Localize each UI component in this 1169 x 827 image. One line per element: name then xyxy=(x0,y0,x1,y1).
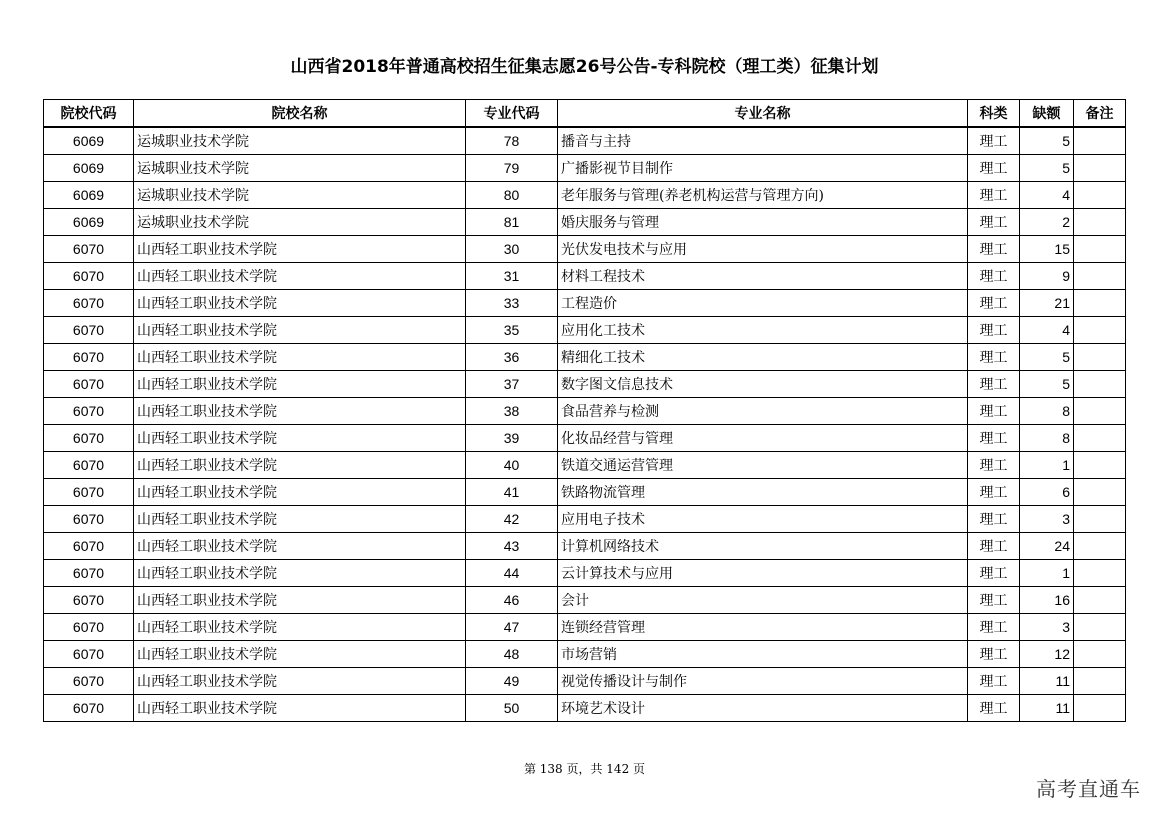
cell-major-code: 39 xyxy=(466,425,558,452)
table-row xyxy=(44,641,1126,668)
cell-vacancy: 5 xyxy=(1020,155,1074,182)
cell-school-code: 6070 xyxy=(44,614,134,641)
cell-school-name: 山西轻工职业技术学院 xyxy=(134,290,466,317)
cell-school-code: 6070 xyxy=(44,533,134,560)
cell-category: 理工 xyxy=(968,155,1020,182)
table-row xyxy=(44,371,1126,398)
cell-vacancy: 11 xyxy=(1020,695,1074,722)
cell-school-code: 6070 xyxy=(44,641,134,668)
enrollment-table xyxy=(43,99,1126,722)
cell-remarks xyxy=(1074,398,1126,425)
header-vacancy: 缺额 xyxy=(1020,100,1074,128)
table-row xyxy=(44,398,1126,425)
table-row xyxy=(44,695,1126,722)
cell-category: 理工 xyxy=(968,560,1020,587)
cell-vacancy: 24 xyxy=(1020,533,1074,560)
cell-major-name: 光伏发电技术与应用 xyxy=(558,236,968,263)
cell-category: 理工 xyxy=(968,641,1020,668)
cell-vacancy: 4 xyxy=(1020,182,1074,209)
table-body xyxy=(44,127,1126,722)
cell-major-name: 老年服务与管理(养老机构运营与管理方向) xyxy=(558,182,968,209)
cell-vacancy: 1 xyxy=(1020,560,1074,587)
header-remarks: 备注 xyxy=(1074,100,1126,128)
cell-remarks xyxy=(1074,317,1126,344)
cell-school-code: 6069 xyxy=(44,155,134,182)
cell-school-name: 山西轻工职业技术学院 xyxy=(134,263,466,290)
cell-remarks xyxy=(1074,182,1126,209)
cell-vacancy: 9 xyxy=(1020,263,1074,290)
cell-major-code: 30 xyxy=(466,236,558,263)
table-row xyxy=(44,155,1126,182)
cell-school-name: 山西轻工职业技术学院 xyxy=(134,398,466,425)
cell-major-name: 播音与主持 xyxy=(558,127,968,155)
cell-school-code: 6069 xyxy=(44,182,134,209)
cell-school-name: 山西轻工职业技术学院 xyxy=(134,425,466,452)
cell-vacancy: 8 xyxy=(1020,398,1074,425)
cell-remarks xyxy=(1074,479,1126,506)
cell-major-name: 应用化工技术 xyxy=(558,317,968,344)
cell-vacancy: 5 xyxy=(1020,127,1074,155)
cell-major-code: 46 xyxy=(466,587,558,614)
cell-category: 理工 xyxy=(968,182,1020,209)
cell-school-name: 山西轻工职业技术学院 xyxy=(134,344,466,371)
cell-category: 理工 xyxy=(968,479,1020,506)
cell-school-code: 6070 xyxy=(44,668,134,695)
header-category: 科类 xyxy=(968,100,1020,128)
table-row xyxy=(44,587,1126,614)
cell-school-code: 6070 xyxy=(44,236,134,263)
cell-major-name: 数字图文信息技术 xyxy=(558,371,968,398)
cell-major-code: 42 xyxy=(466,506,558,533)
cell-major-name: 会计 xyxy=(558,587,968,614)
cell-major-code: 37 xyxy=(466,371,558,398)
cell-remarks xyxy=(1074,695,1126,722)
cell-vacancy: 6 xyxy=(1020,479,1074,506)
table-row xyxy=(44,263,1126,290)
cell-vacancy: 12 xyxy=(1020,641,1074,668)
cell-category: 理工 xyxy=(968,317,1020,344)
cell-category: 理工 xyxy=(968,668,1020,695)
cell-category: 理工 xyxy=(968,614,1020,641)
cell-major-name: 市场营销 xyxy=(558,641,968,668)
cell-school-code: 6070 xyxy=(44,398,134,425)
cell-school-name: 山西轻工职业技术学院 xyxy=(134,236,466,263)
cell-school-name: 山西轻工职业技术学院 xyxy=(134,587,466,614)
table-row xyxy=(44,533,1126,560)
table-row xyxy=(44,506,1126,533)
cell-category: 理工 xyxy=(968,506,1020,533)
cell-remarks xyxy=(1074,155,1126,182)
cell-school-name: 山西轻工职业技术学院 xyxy=(134,695,466,722)
cell-category: 理工 xyxy=(968,344,1020,371)
table-row xyxy=(44,479,1126,506)
cell-major-name: 婚庆服务与管理 xyxy=(558,209,968,236)
cell-school-code: 6070 xyxy=(44,371,134,398)
cell-school-code: 6070 xyxy=(44,695,134,722)
cell-school-name: 山西轻工职业技术学院 xyxy=(134,668,466,695)
cell-remarks xyxy=(1074,587,1126,614)
cell-remarks xyxy=(1074,668,1126,695)
cell-major-code: 33 xyxy=(466,290,558,317)
cell-remarks xyxy=(1074,290,1126,317)
cell-vacancy: 21 xyxy=(1020,290,1074,317)
table-row xyxy=(44,344,1126,371)
table-row xyxy=(44,317,1126,344)
cell-vacancy: 3 xyxy=(1020,614,1074,641)
cell-remarks xyxy=(1074,425,1126,452)
cell-major-code: 80 xyxy=(466,182,558,209)
cell-remarks xyxy=(1074,506,1126,533)
watermark: 高考直通车 xyxy=(1036,777,1141,801)
table-row xyxy=(44,127,1126,155)
table-row xyxy=(44,452,1126,479)
cell-major-code: 35 xyxy=(466,317,558,344)
cell-vacancy: 1 xyxy=(1020,452,1074,479)
table-row xyxy=(44,614,1126,641)
cell-major-code: 47 xyxy=(466,614,558,641)
cell-major-code: 41 xyxy=(466,479,558,506)
cell-major-name: 铁道交通运营管理 xyxy=(558,452,968,479)
cell-category: 理工 xyxy=(968,587,1020,614)
cell-school-code: 6070 xyxy=(44,452,134,479)
cell-major-code: 43 xyxy=(466,533,558,560)
header-school-name: 院校名称 xyxy=(134,100,466,128)
cell-category: 理工 xyxy=(968,371,1020,398)
cell-vacancy: 4 xyxy=(1020,317,1074,344)
cell-school-code: 6069 xyxy=(44,127,134,155)
cell-major-name: 精细化工技术 xyxy=(558,344,968,371)
cell-school-name: 运城职业技术学院 xyxy=(134,209,466,236)
cell-major-code: 78 xyxy=(466,127,558,155)
cell-category: 理工 xyxy=(968,398,1020,425)
page-title: 山西省2018年普通高校招生征集志愿26号公告-专科院校（理工类）征集计划 xyxy=(290,57,879,77)
table-row xyxy=(44,425,1126,452)
cell-remarks xyxy=(1074,236,1126,263)
cell-major-name: 食品营养与检测 xyxy=(558,398,968,425)
cell-category: 理工 xyxy=(968,263,1020,290)
cell-school-name: 运城职业技术学院 xyxy=(134,127,466,155)
cell-remarks xyxy=(1074,209,1126,236)
table-row xyxy=(44,209,1126,236)
cell-major-name: 广播影视节目制作 xyxy=(558,155,968,182)
cell-school-code: 6070 xyxy=(44,317,134,344)
cell-school-name: 山西轻工职业技术学院 xyxy=(134,560,466,587)
cell-major-name: 计算机网络技术 xyxy=(558,533,968,560)
cell-remarks xyxy=(1074,344,1126,371)
cell-category: 理工 xyxy=(968,695,1020,722)
cell-major-name: 环境艺术设计 xyxy=(558,695,968,722)
cell-category: 理工 xyxy=(968,533,1020,560)
cell-school-name: 山西轻工职业技术学院 xyxy=(134,479,466,506)
cell-remarks xyxy=(1074,263,1126,290)
cell-school-name: 山西轻工职业技术学院 xyxy=(134,371,466,398)
cell-major-code: 81 xyxy=(466,209,558,236)
cell-vacancy: 16 xyxy=(1020,587,1074,614)
page-footer: 第 138 页，共 142 页 xyxy=(523,762,646,776)
cell-school-name: 运城职业技术学院 xyxy=(134,182,466,209)
cell-major-name: 化妆品经营与管理 xyxy=(558,425,968,452)
cell-school-name: 山西轻工职业技术学院 xyxy=(134,452,466,479)
cell-major-name: 应用电子技术 xyxy=(558,506,968,533)
table-row xyxy=(44,182,1126,209)
cell-category: 理工 xyxy=(968,209,1020,236)
cell-remarks xyxy=(1074,560,1126,587)
cell-school-code: 6070 xyxy=(44,479,134,506)
cell-school-code: 6070 xyxy=(44,263,134,290)
cell-school-name: 山西轻工职业技术学院 xyxy=(134,506,466,533)
table-row xyxy=(44,236,1126,263)
cell-vacancy: 5 xyxy=(1020,344,1074,371)
cell-major-code: 48 xyxy=(466,641,558,668)
header-major-name: 专业名称 xyxy=(558,100,968,128)
cell-remarks xyxy=(1074,371,1126,398)
cell-major-code: 44 xyxy=(466,560,558,587)
cell-category: 理工 xyxy=(968,290,1020,317)
cell-major-code: 49 xyxy=(466,668,558,695)
cell-school-code: 6069 xyxy=(44,209,134,236)
cell-category: 理工 xyxy=(968,236,1020,263)
cell-school-name: 山西轻工职业技术学院 xyxy=(134,317,466,344)
header-major-code: 专业代码 xyxy=(466,100,558,128)
table-row xyxy=(44,290,1126,317)
cell-major-code: 36 xyxy=(466,344,558,371)
cell-remarks xyxy=(1074,127,1126,155)
cell-remarks xyxy=(1074,452,1126,479)
cell-major-name: 连锁经营管理 xyxy=(558,614,968,641)
table-row xyxy=(44,560,1126,587)
cell-major-name: 材料工程技术 xyxy=(558,263,968,290)
cell-school-name: 山西轻工职业技术学院 xyxy=(134,641,466,668)
cell-remarks xyxy=(1074,641,1126,668)
header-school-code: 院校代码 xyxy=(44,100,134,128)
cell-vacancy: 3 xyxy=(1020,506,1074,533)
cell-vacancy: 15 xyxy=(1020,236,1074,263)
cell-school-code: 6070 xyxy=(44,506,134,533)
cell-school-name: 山西轻工职业技术学院 xyxy=(134,614,466,641)
cell-major-name: 视觉传播设计与制作 xyxy=(558,668,968,695)
cell-school-code: 6070 xyxy=(44,425,134,452)
cell-school-name: 山西轻工职业技术学院 xyxy=(134,533,466,560)
cell-major-name: 铁路物流管理 xyxy=(558,479,968,506)
cell-major-name: 工程造价 xyxy=(558,290,968,317)
cell-vacancy: 11 xyxy=(1020,668,1074,695)
cell-school-name: 运城职业技术学院 xyxy=(134,155,466,182)
cell-remarks xyxy=(1074,533,1126,560)
cell-remarks xyxy=(1074,614,1126,641)
cell-vacancy: 2 xyxy=(1020,209,1074,236)
cell-category: 理工 xyxy=(968,452,1020,479)
cell-major-name: 云计算技术与应用 xyxy=(558,560,968,587)
cell-major-code: 79 xyxy=(466,155,558,182)
cell-school-code: 6070 xyxy=(44,587,134,614)
cell-major-code: 31 xyxy=(466,263,558,290)
cell-category: 理工 xyxy=(968,127,1020,155)
cell-vacancy: 5 xyxy=(1020,371,1074,398)
cell-school-code: 6070 xyxy=(44,290,134,317)
table-row xyxy=(44,668,1126,695)
cell-major-code: 38 xyxy=(466,398,558,425)
cell-vacancy: 8 xyxy=(1020,425,1074,452)
cell-school-code: 6070 xyxy=(44,344,134,371)
cell-major-code: 50 xyxy=(466,695,558,722)
cell-category: 理工 xyxy=(968,425,1020,452)
header-row xyxy=(44,100,1126,128)
cell-school-code: 6070 xyxy=(44,560,134,587)
cell-major-code: 40 xyxy=(466,452,558,479)
